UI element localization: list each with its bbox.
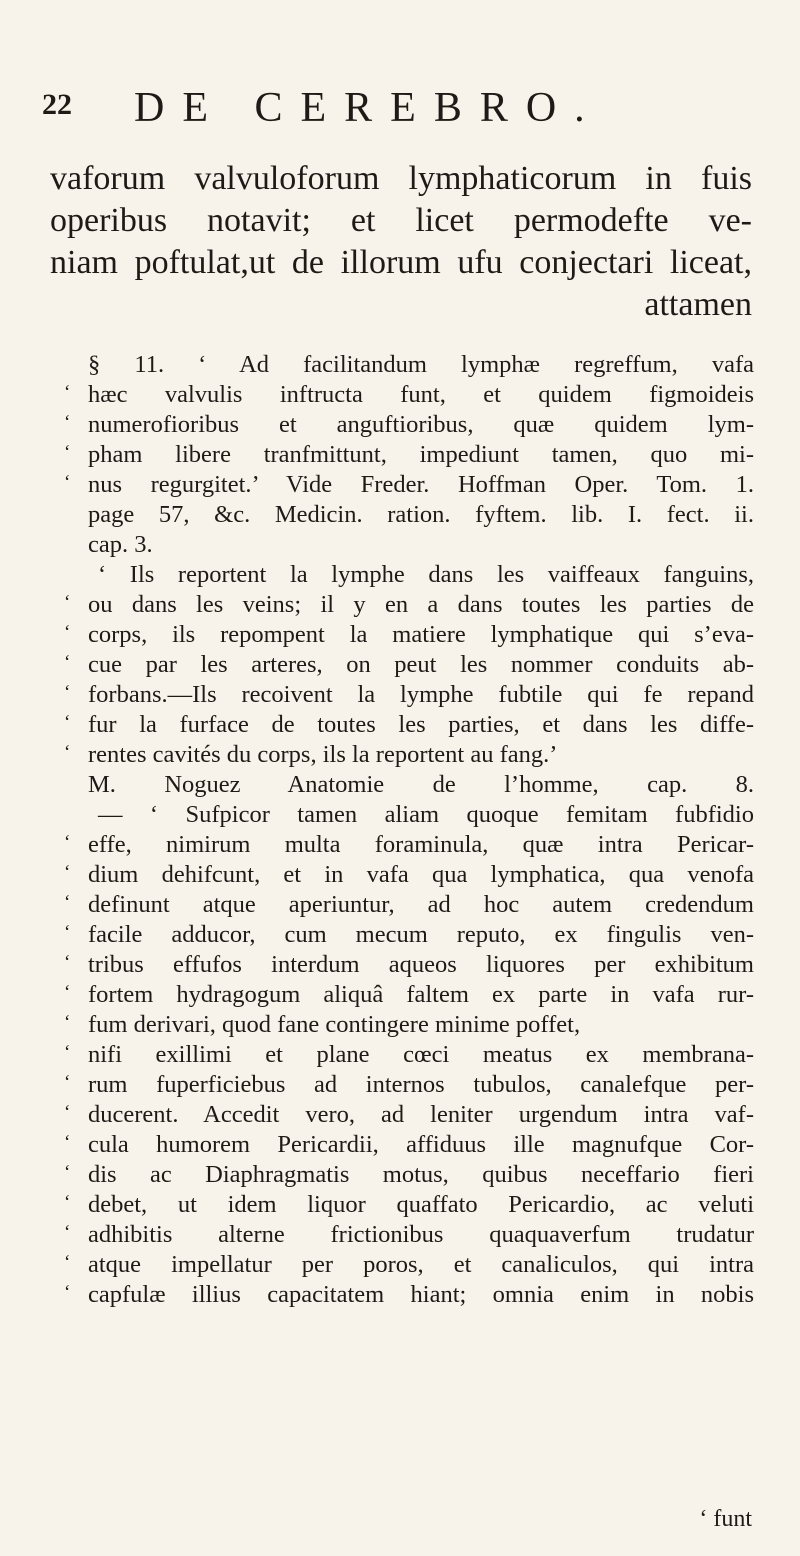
quotation-mark: ‘ — [64, 682, 71, 703]
quotation-mark: ‘ — [64, 652, 71, 673]
footnote-text: ducerent. Accedit vero, ad leniter urgendum intra vaf- — [88, 1101, 754, 1128]
quotation-mark: ‘ — [64, 1012, 71, 1033]
footnote-line — [64, 650, 754, 680]
footnote-line — [64, 1130, 754, 1160]
quotation-mark: ‘ — [64, 1162, 71, 1183]
footnote-line — [64, 980, 754, 1010]
footnote-line — [64, 950, 754, 980]
footnote-text: corps, ils repompent la matiere lymphatique qui s’eva- — [88, 621, 754, 648]
quotation-mark: ‘ — [64, 622, 71, 643]
footnote-text: facile adducor, cum mecum reputo, ex fingulis ven- — [88, 921, 754, 948]
main-text-line: niam poftulat,ut de illorum ufu conjectari liceat, — [50, 244, 752, 281]
quotation-mark: ‘ — [64, 982, 71, 1003]
main-text-line: vaforum valvuloforum lymphaticorum in fuis — [50, 160, 752, 197]
footnote-text: — ‘ Sufpicor tamen aliam quoque femitam fubfidio — [98, 801, 754, 828]
footnote-text: fum derivari, quod fane contingere minime poffet, — [88, 1011, 581, 1038]
footnote-line — [64, 710, 754, 740]
footnote-line — [64, 740, 754, 770]
quotation-mark: ‘ — [64, 1132, 71, 1153]
footnote-text: nifi exillimi et plane cœci meatus ex membrana- — [88, 1041, 754, 1068]
footnote-line — [64, 890, 754, 920]
quotation-mark: ‘ — [64, 1252, 71, 1273]
footnote-line — [64, 800, 754, 830]
footnote-block — [64, 350, 754, 1310]
footnote-text: M. Noguez Anatomie de l’homme, cap. 8. — [88, 771, 754, 798]
footnote-text: fortem hydragogum aliquâ faltem ex parte in vafa rur- — [88, 981, 754, 1008]
running-header — [42, 84, 762, 131]
footnote-text: tribus effufos interdum aqueos liquores per exhibitum — [88, 951, 754, 978]
footnote-line — [64, 770, 754, 800]
quotation-mark: ‘ — [64, 952, 71, 973]
quotation-mark: ‘ — [64, 592, 71, 613]
footnote-text: effe, nimirum multa foraminula, quæ intra Pericar- — [88, 831, 754, 858]
footnote-text: cap. 3. — [88, 531, 153, 558]
footnote-line — [64, 1160, 754, 1190]
quotation-mark: ‘ — [64, 1282, 71, 1303]
quotation-mark: ‘ — [64, 412, 71, 433]
footnote-text: cue par les arteres, on peut les nommer conduits ab- — [88, 651, 754, 678]
footnote-text: numerofioribus et anguftioribus, quæ quidem lym- — [88, 411, 754, 438]
quotation-mark: ‘ — [64, 892, 71, 913]
footnote-line — [64, 1010, 754, 1040]
footnote-line — [64, 830, 754, 860]
quotation-mark: ‘ — [64, 712, 71, 733]
footnote-line — [64, 1070, 754, 1100]
footnote-text: atque impellatur per poros, et canaliculos, qui intra — [88, 1251, 754, 1278]
footnote-text: ‘ Ils reportent la lymphe dans les vaiffeaux fanguins, — [98, 561, 754, 588]
quotation-mark: ‘ — [64, 922, 71, 943]
footnote-text: § 11. ‘ Ad facilitandum lymphæ regreffum, vafa — [88, 351, 754, 378]
footnote-line — [64, 410, 754, 440]
quotation-mark: ‘ — [64, 1222, 71, 1243]
quotation-mark: ‘ — [64, 862, 71, 883]
footnote-line — [64, 470, 754, 500]
footnote-text: hæc valvulis inftructa funt, et quidem figmoideis — [88, 381, 754, 408]
footnote-text: capfulæ illius capacitatem hiant; omnia enim in nobis — [88, 1281, 754, 1308]
quotation-mark: ‘ — [64, 832, 71, 853]
quotation-mark: ‘ — [64, 1102, 71, 1123]
footnote-line — [64, 500, 754, 530]
quotation-mark: ‘ — [64, 442, 71, 463]
footnote-line — [64, 920, 754, 950]
footnote-line — [64, 620, 754, 650]
footnote-text: nus regurgitet.’ Vide Freder. Hoffman Oper. Tom. 1. — [88, 471, 754, 498]
footnote-line — [64, 1040, 754, 1070]
footnote-text: rentes cavités du corps, ils la reportent au fang.’ — [88, 741, 558, 768]
catchword: ‘ funt — [699, 1506, 752, 1532]
footnote-text: adhibitis alterne frictionibus quaquaverfum trudatur — [88, 1221, 754, 1248]
footnote-line — [64, 680, 754, 710]
footnote-text: cula humorem Pericardii, affiduus ille magnufque Cor- — [88, 1131, 754, 1158]
quotation-mark: ‘ — [64, 382, 71, 403]
footnote-line — [64, 1250, 754, 1280]
quotation-mark: ‘ — [64, 1042, 71, 1063]
footnote-line — [64, 1100, 754, 1130]
footnote-text: rum fuperficiebus ad internos tubulos, canalefque per- — [88, 1071, 754, 1098]
main-text-line: operibus notavit; et licet permodefte ve- — [50, 202, 752, 239]
footnote-line — [64, 1280, 754, 1310]
main-text-block — [50, 158, 752, 326]
footnote-line — [64, 1220, 754, 1250]
footnote-line — [64, 590, 754, 620]
quotation-mark: ‘ — [64, 472, 71, 493]
main-text-line: attamen — [644, 286, 752, 323]
quotation-mark: ‘ — [64, 742, 71, 763]
footnote-line — [64, 560, 754, 590]
footnote-line — [64, 530, 754, 560]
running-title: DE CEREBRO. — [134, 85, 603, 131]
footnote-line — [64, 380, 754, 410]
footnote-line — [64, 440, 754, 470]
quotation-mark: ‘ — [64, 1192, 71, 1213]
footnote-line — [64, 1190, 754, 1220]
footnote-line — [64, 860, 754, 890]
quotation-mark: ‘ — [64, 1072, 71, 1093]
footnote-text: dis ac Diaphragmatis motus, quibus neceffario fieri — [88, 1161, 754, 1188]
footnote-text: dium dehifcunt, et in vafa qua lymphatica, qua venofa — [88, 861, 754, 888]
footnote-text: debet, ut idem liquor quaffato Pericardio, ac veluti — [88, 1191, 754, 1218]
footnote-text: fur la furface de toutes les parties, et dans les diffe- — [88, 711, 754, 738]
footnote-text: definunt atque aperiuntur, ad hoc autem credendum — [88, 891, 754, 918]
footnote-text: pham libere tranfmittunt, impediunt tamen, quo mi- — [88, 441, 754, 468]
footnote-text: forbans.—Ils recoivent la lymphe fubtile qui fe repand — [88, 681, 754, 708]
footnote-line — [64, 350, 754, 380]
footnote-text: ou dans les veins; il y en a dans toutes les parties de — [88, 591, 754, 618]
page-number: 22 — [42, 88, 72, 121]
footnote-text: page 57, &c. Medicin. ration. fyftem. lib. I. fect. ii. — [88, 501, 754, 528]
